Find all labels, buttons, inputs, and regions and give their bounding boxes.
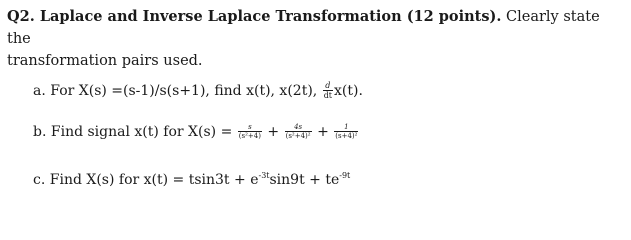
plus-sign-2: +	[317, 124, 329, 140]
fraction-2-den: (s²+4)²	[285, 132, 311, 140]
instruction-text-cont: transformation pairs used.	[7, 53, 203, 69]
question-title: Q2. Laplace and Inverse Laplace Transformation (12 points).	[7, 8, 502, 25]
derivative-num: d	[325, 81, 331, 90]
item-b-text: Find signal x(t) for X(s) =	[50, 124, 233, 140]
fraction-2-num: 4s	[294, 123, 303, 131]
plus-sign-1: +	[267, 124, 280, 140]
item-b	[33, 124, 359, 140]
item-a-label: a.	[33, 83, 46, 99]
fraction-3	[334, 124, 358, 140]
item-c-label: c.	[33, 172, 46, 188]
exponent-2: -9t	[339, 171, 351, 180]
question-header	[7, 6, 627, 72]
fraction-1-num: s	[248, 123, 252, 131]
item-c	[33, 172, 350, 188]
derivative-operator	[323, 82, 333, 100]
item-c-text-1: Find X(s) for x(t) = tsin3t + e	[49, 172, 259, 188]
fraction-2	[285, 124, 312, 140]
item-a	[33, 82, 363, 100]
derivative-den: dt	[323, 91, 333, 100]
fraction-3-den: (s+4)²	[335, 132, 358, 140]
item-b-label: b.	[33, 124, 47, 140]
item-c-text-2: sin9t + te	[269, 172, 340, 188]
fraction-3-num: 1	[344, 123, 349, 131]
exponent-1: -3t	[258, 171, 270, 180]
instruction-text: Clearly state the	[7, 9, 600, 47]
fraction-1	[238, 124, 262, 140]
fraction-1-den: (s²+4)	[238, 132, 261, 140]
item-a-after: x(t).	[334, 83, 363, 99]
item-a-text: For X(s) =(s-1)/s(s+1), find x(t), x(2t),	[50, 83, 318, 99]
